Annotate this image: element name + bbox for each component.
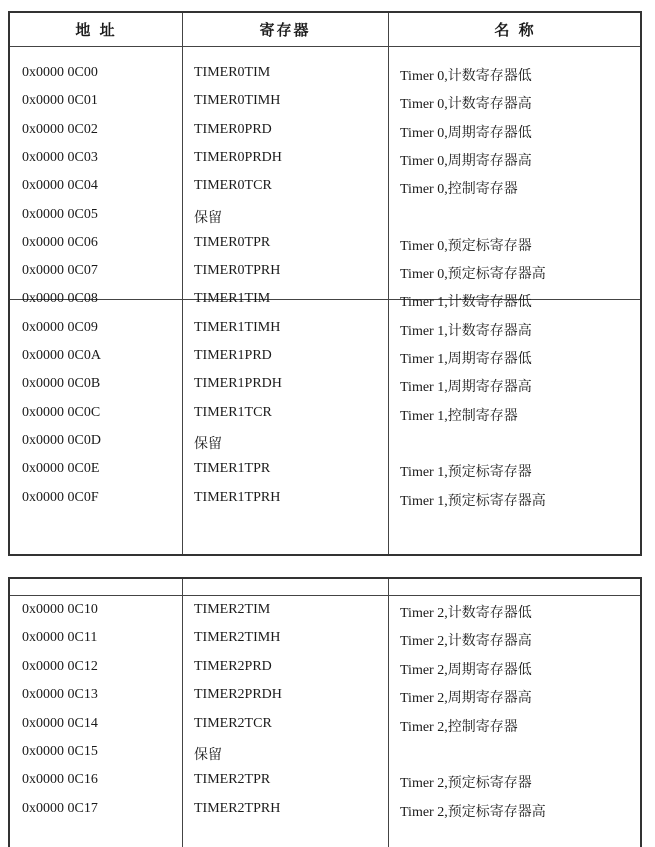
table-row <box>10 344 640 370</box>
table-row <box>10 372 640 398</box>
name-cell: Timer 0,计数寄存器低 <box>400 69 532 84</box>
register-cell: TIMER0TPR <box>194 234 271 250</box>
header-divider <box>10 46 640 47</box>
register-cell: TIMER0PRDH <box>194 149 282 165</box>
register-cell: TIMER1TPRH <box>194 489 281 505</box>
address-cell: 0x0000 0C01 <box>22 93 98 109</box>
register-cell: TIMER0TCR <box>194 178 272 194</box>
register-cell: TIMER1TPR <box>194 461 271 477</box>
register-cell: TIMER0PRD <box>194 121 272 137</box>
address-cell: 0x0000 0C15 <box>22 744 98 759</box>
register-cell: TIMER1TCR <box>194 404 272 420</box>
header-divider <box>10 595 640 596</box>
register-cell: TIMER2PRDH <box>194 687 282 703</box>
name-cell: Timer 0,预定标寄存器高 <box>400 267 546 283</box>
address-cell: 0x0000 0C02 <box>22 121 98 137</box>
address-cell: 0x0000 0C0A <box>22 348 101 363</box>
address-cell: 0x0000 0C00 <box>22 65 98 80</box>
register-cell: TIMER1TIM <box>194 291 271 307</box>
table-row <box>10 316 640 342</box>
name-cell: Timer 2,周期寄存器低 <box>400 662 532 678</box>
address-cell: 0x0000 0C14 <box>22 715 98 731</box>
table-row <box>10 797 640 823</box>
name-cell: Timer 1,预定标寄存器高 <box>400 493 546 509</box>
table-row <box>10 61 640 87</box>
register-cell: TIMER0TPRH <box>194 263 281 279</box>
address-cell: 0x0000 0C0B <box>22 376 101 392</box>
name-cell: Timer 2,预定标寄存器 <box>400 776 532 792</box>
table-row <box>10 655 640 681</box>
address-cell: 0x0000 0C0E <box>22 461 100 477</box>
table-row <box>10 401 640 427</box>
register-cell: 保留 <box>194 210 222 226</box>
register-cell: TIMER2PRD <box>194 658 272 674</box>
table-row <box>10 287 640 313</box>
table-row <box>10 259 640 285</box>
table-row <box>10 231 640 257</box>
name-cell: Timer 2,周期寄存器高 <box>400 691 532 707</box>
name-cell: Timer 1,计数寄存器高 <box>400 323 532 339</box>
address-cell: 0x0000 0C08 <box>22 291 98 307</box>
name-cell: Timer 0,预定标寄存器 <box>400 238 532 254</box>
name-cell: Timer 1,计数寄存器低 <box>400 295 532 311</box>
address-cell: 0x0000 0C03 <box>22 149 98 165</box>
table-row <box>10 683 640 709</box>
table-row <box>10 146 640 172</box>
register-table-1 <box>8 11 642 556</box>
name-cell: Timer 2,预定标寄存器高 <box>400 804 546 820</box>
name-cell: Timer 2,计数寄存器高 <box>400 634 532 650</box>
header-name: 名 称 <box>494 21 536 39</box>
name-cell: Timer 0,周期寄存器高 <box>400 153 532 169</box>
address-cell: 0x0000 0C07 <box>22 263 98 279</box>
table-row <box>10 429 640 455</box>
register-cell: TIMER2TIM <box>194 602 271 617</box>
table-row <box>10 768 640 794</box>
table-row <box>10 712 640 738</box>
register-table-2 <box>8 577 642 847</box>
table-row <box>10 457 640 483</box>
name-cell: Timer 1,周期寄存器高 <box>400 380 532 396</box>
header-address: 地 址 <box>75 21 117 39</box>
register-cell: TIMER1PRD <box>194 348 272 363</box>
name-cell: Timer 0,控制寄存器 <box>400 182 518 198</box>
address-cell: 0x0000 0C06 <box>22 234 98 250</box>
table-row <box>10 626 640 652</box>
address-cell: 0x0000 0C13 <box>22 687 98 703</box>
address-cell: 0x0000 0C17 <box>22 800 98 816</box>
register-cell: TIMER2TIMH <box>194 630 281 646</box>
name-cell: Timer 0,周期寄存器低 <box>400 125 532 141</box>
table-row <box>10 598 640 624</box>
address-cell: 0x0000 0C16 <box>22 772 98 788</box>
header-register: 寄存器 <box>259 21 311 39</box>
address-cell: 0x0000 0C04 <box>22 178 98 194</box>
address-cell: 0x0000 0C12 <box>22 658 98 674</box>
table-row <box>10 740 640 766</box>
table-row <box>10 174 640 200</box>
register-cell: TIMER0TIMH <box>194 93 281 109</box>
name-cell: Timer 2,控制寄存器 <box>400 719 518 735</box>
table-row <box>10 486 640 512</box>
table-row <box>10 203 640 229</box>
register-cell: TIMER1TIMH <box>194 319 281 335</box>
name-cell: Timer 1,预定标寄存器 <box>400 465 532 481</box>
register-cell: TIMER2TCR <box>194 715 272 731</box>
name-cell: Timer 0,计数寄存器高 <box>400 97 532 113</box>
address-cell: 0x0000 0C0F <box>22 489 99 505</box>
address-cell: 0x0000 0C11 <box>22 630 98 646</box>
register-cell: TIMER0TIM <box>194 65 271 80</box>
name-cell: Timer 1,周期寄存器低 <box>400 352 532 367</box>
address-cell: 0x0000 0C05 <box>22 206 98 222</box>
name-cell: Timer 1,控制寄存器 <box>400 408 518 424</box>
address-cell: 0x0000 0C09 <box>22 319 98 335</box>
register-cell: 保留 <box>194 436 222 452</box>
register-cell: TIMER1PRDH <box>194 376 282 392</box>
table-row <box>10 89 640 115</box>
address-cell: 0x0000 0C0C <box>22 404 101 420</box>
table-row <box>10 118 640 144</box>
register-cell: TIMER2TPRH <box>194 800 281 816</box>
address-cell: 0x0000 0C10 <box>22 602 98 617</box>
register-cell: 保留 <box>194 748 222 763</box>
register-cell: TIMER2TPR <box>194 772 271 788</box>
name-cell: Timer 2,计数寄存器低 <box>400 606 532 621</box>
address-cell: 0x0000 0C0D <box>22 432 101 448</box>
